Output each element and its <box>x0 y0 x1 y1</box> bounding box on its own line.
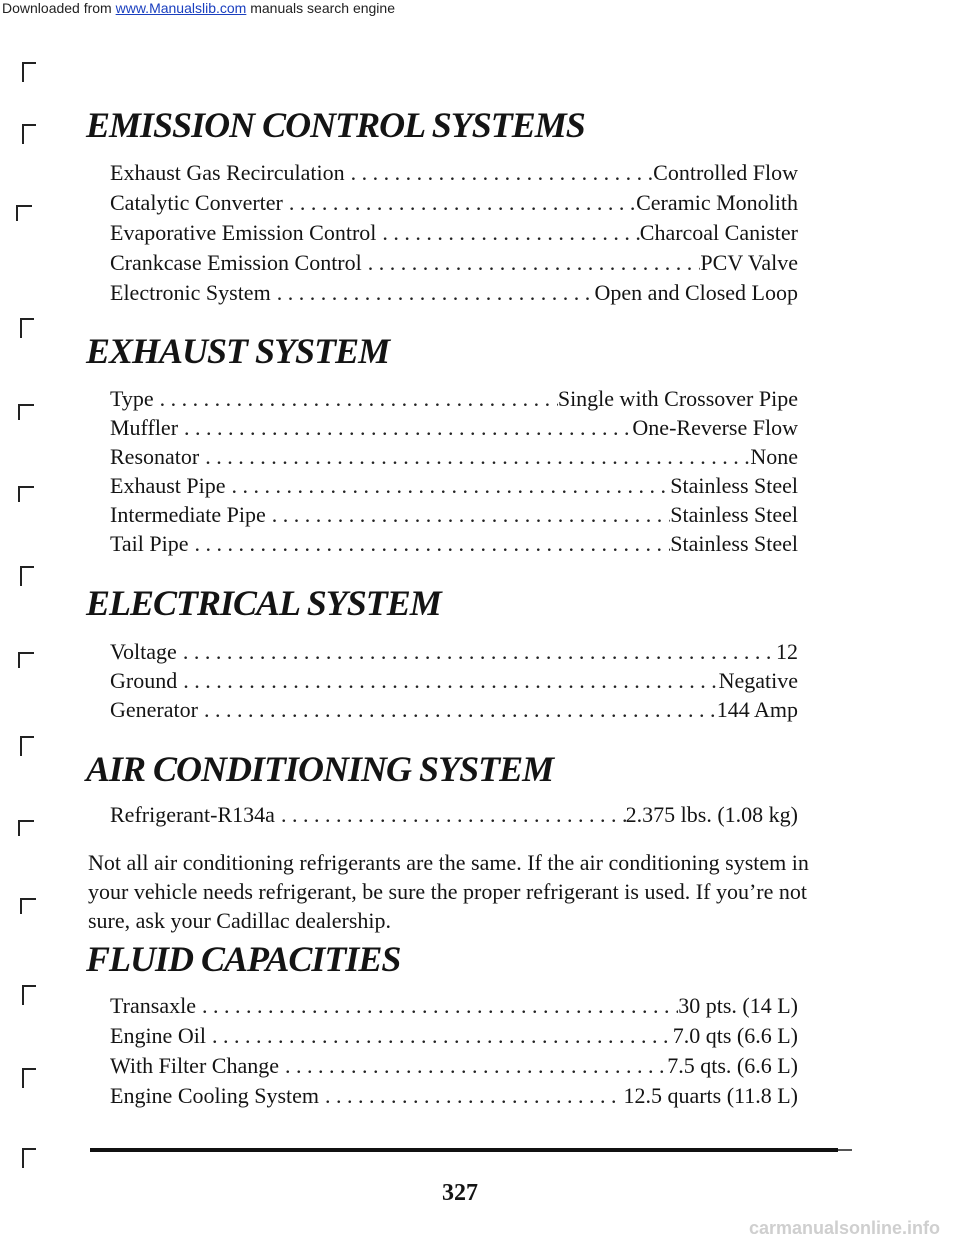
crop-mark <box>22 1068 36 1088</box>
spec-row <box>110 278 798 308</box>
leader-dots <box>345 158 654 188</box>
spec-label: Muffler <box>110 415 179 440</box>
spec-row <box>110 529 798 559</box>
spec-value: 144 Amp <box>716 697 798 722</box>
spec-row <box>110 695 798 725</box>
spec-label: Resonator <box>110 444 200 469</box>
spec-row <box>110 188 798 218</box>
spec-label: Catalytic Converter <box>110 190 283 215</box>
spec-label: Voltage <box>110 639 177 664</box>
section-title-emission-control: EMISSION CONTROL SYSTEMS <box>86 105 585 145</box>
leader-dots <box>199 442 750 472</box>
spec-value: 30 pts. (14 L) <box>678 993 798 1018</box>
crop-mark <box>22 1148 36 1168</box>
crop-mark <box>20 566 34 586</box>
banner-prefix: Downloaded from <box>2 0 116 16</box>
section-title-fluid-capacities: FLUID CAPACITIES <box>86 939 401 979</box>
crop-mark <box>18 652 34 668</box>
leader-dots <box>283 188 636 218</box>
spec-label: Ground <box>110 668 178 693</box>
spec-row <box>110 413 798 443</box>
spec-label: Evaporative Emission Control <box>110 220 377 245</box>
spec-label: Refrigerant-R134a <box>110 802 275 827</box>
spec-row <box>110 218 798 248</box>
spec-label: Engine Cooling System <box>110 1083 319 1108</box>
leader-dots <box>154 384 558 414</box>
crop-mark <box>22 985 36 1005</box>
section-title-exhaust-system: EXHAUST SYSTEM <box>86 331 390 371</box>
spec-value: 7.0 qts (6.6 L) <box>672 1023 798 1048</box>
crop-mark <box>22 62 36 82</box>
leader-dots <box>266 500 671 530</box>
spec-value: Stainless Steel <box>670 531 798 556</box>
crop-mark <box>20 318 34 338</box>
spec-label: Engine Oil <box>110 1023 206 1048</box>
spec-row <box>110 800 798 830</box>
crop-mark <box>18 486 34 502</box>
spec-row <box>110 158 798 188</box>
spec-row <box>110 500 798 530</box>
spec-label: Electronic System <box>110 280 271 305</box>
spec-label: Tail Pipe <box>110 531 189 556</box>
spec-label: Transaxle <box>110 993 196 1018</box>
spec-label: Exhaust Gas Recirculation <box>110 160 345 185</box>
page-number: 327 <box>442 1180 478 1206</box>
spec-value: 12 <box>776 639 798 664</box>
watermark: carmanualsonline.info <box>748 1218 940 1238</box>
crop-mark <box>18 820 34 836</box>
crop-mark <box>20 898 36 914</box>
spec-label: Crankcase Emission Control <box>110 250 362 275</box>
spec-value: Negative <box>718 668 798 693</box>
spec-value: Controlled Flow <box>653 160 798 185</box>
spec-label: Type <box>110 386 154 411</box>
spec-value: Stainless Steel <box>670 502 798 527</box>
spec-label: Generator <box>110 697 198 722</box>
crop-mark <box>16 205 32 221</box>
section-title-air-conditioning: AIR CONDITIONING SYSTEM <box>86 749 554 789</box>
spec-row <box>110 991 798 1021</box>
spec-value: 12.5 quarts (11.8 L) <box>623 1083 798 1108</box>
leader-dots <box>279 1051 667 1081</box>
leader-dots <box>189 529 671 559</box>
spec-row <box>110 384 798 414</box>
spec-row <box>110 1081 798 1111</box>
spec-row <box>110 1021 798 1051</box>
spec-value: 7.5 qts. (6.6 L) <box>667 1053 798 1078</box>
spec-row <box>110 471 798 501</box>
spec-value: Stainless Steel <box>670 473 798 498</box>
crop-mark <box>22 124 36 144</box>
leader-dots <box>362 248 701 278</box>
leader-dots <box>178 413 632 443</box>
spec-row <box>110 442 798 472</box>
leader-dots <box>376 218 639 248</box>
spec-row <box>110 666 798 696</box>
leader-dots <box>198 695 717 725</box>
spec-value: PCV Valve <box>700 250 798 275</box>
leader-dots <box>177 637 776 667</box>
banner-suffix: manuals search engine <box>246 0 395 16</box>
spec-value: One-Reverse Flow <box>632 415 798 440</box>
refrigerant-note: Not all air conditioning refrigerants are the same. If the air conditioning system in your vehicle needs refrigerant, be sure the proper refrigerant is used. If you’re not sure, ask your Cadillac dealership. <box>88 850 809 933</box>
leader-dots <box>319 1081 623 1111</box>
spec-row <box>110 1051 798 1081</box>
leader-dots <box>196 991 678 1021</box>
leader-dots <box>177 666 718 696</box>
spec-value: Open and Closed Loop <box>594 280 798 305</box>
leader-dots <box>271 278 595 308</box>
spec-label: Exhaust Pipe <box>110 473 226 498</box>
crop-mark <box>18 404 34 420</box>
spec-value: None <box>750 444 798 469</box>
spec-value: 2.375 lbs. (1.08 kg) <box>625 802 798 827</box>
leader-dots <box>275 800 626 830</box>
spec-label: With Filter Change <box>110 1053 279 1078</box>
manualslib-link[interactable]: www.Manualslib.com <box>115 0 247 16</box>
leader-dots <box>226 471 671 501</box>
spec-value: Single with Crossover Pipe <box>557 386 798 411</box>
spec-label: Intermediate Pipe <box>110 502 266 527</box>
footer-rule <box>90 1148 838 1152</box>
spec-value: Ceramic Monolith <box>636 190 798 215</box>
spec-value: Charcoal Canister <box>639 220 798 245</box>
spec-row <box>110 637 798 667</box>
section-title-electrical-system: ELECTRICAL SYSTEM <box>86 583 441 623</box>
registration-marks <box>0 0 100 1242</box>
crop-mark <box>20 736 34 756</box>
leader-dots <box>206 1021 673 1051</box>
spec-row <box>110 248 798 278</box>
